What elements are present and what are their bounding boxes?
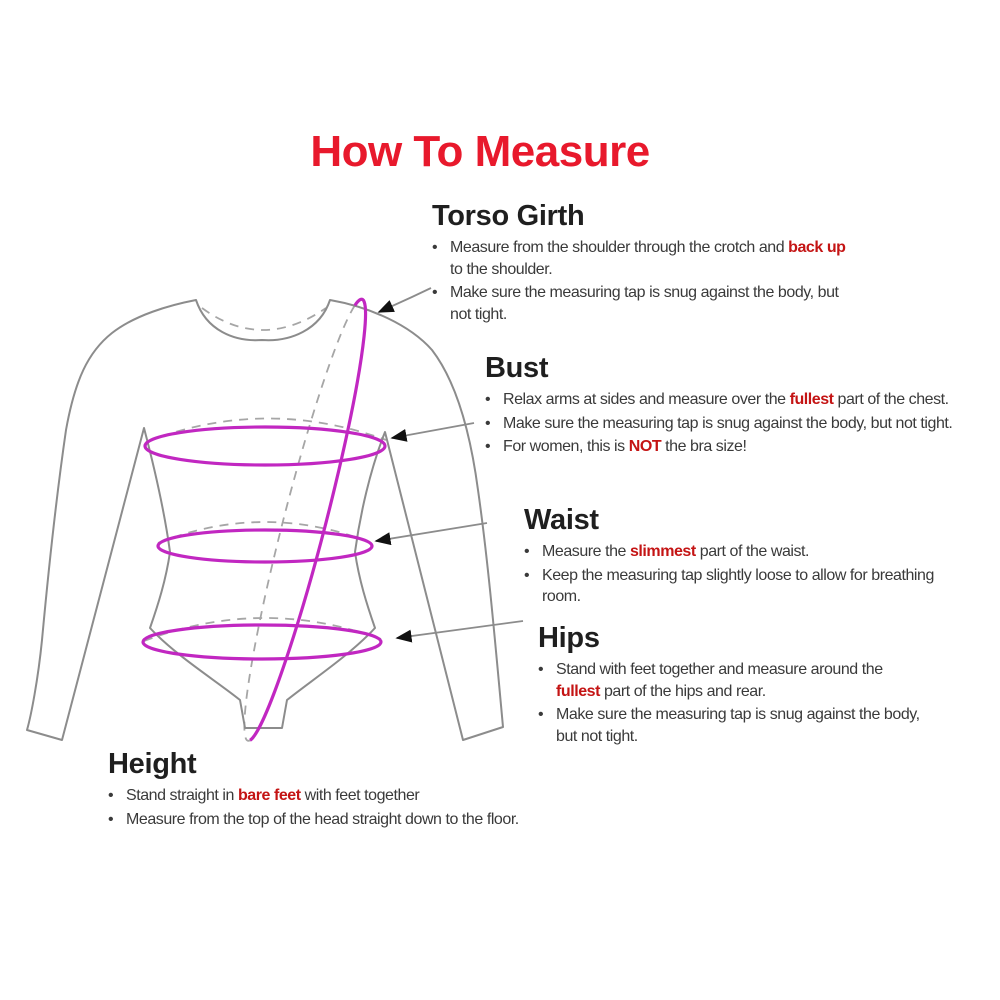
waist-back-dashed [158,522,372,543]
bullet-list [485,389,997,458]
bullet-item [538,704,928,747]
section-hips [538,622,928,749]
bullet-dot: • [538,661,544,678]
bullet-dot: • [432,239,438,256]
bullet-item [524,541,944,563]
hips-ellipse [143,625,381,659]
bullet-dot: • [485,438,491,455]
bullet-dot: • [485,414,491,432]
waist-ellipse [158,530,372,562]
bullet-item [485,413,997,435]
bullet-item [108,809,688,831]
bullet-text: Stand with feet together and measure around the fullest part of the hips and rear. [556,661,883,700]
torso-girth-loop [250,299,366,740]
bullet-list [538,659,928,747]
bullet-text: Make sure the measuring tap is snug against the body, but not tight. [450,284,839,323]
bullet-text: Measure from the shoulder through the crotch and back up to the shoulder. [450,239,846,278]
bust-arrow [392,423,474,438]
bullet-list [108,785,688,830]
bullet-text: Measure from the top of the head straight down to the floor. [126,810,519,828]
waist-arrow [376,523,487,541]
bullet-dot: • [485,391,491,408]
bullet-item [432,237,848,280]
bullet-list [432,237,848,325]
section-title: Hips [538,622,600,654]
bullet-item [108,785,688,807]
torso-loop-back-dashed [244,306,354,741]
torso-girth-arrow [379,288,431,312]
section-waist [524,504,944,610]
bullet-item [485,436,997,458]
section-height [108,748,688,832]
bullet-text: Make sure the measuring tap is snug against the body, but not tight. [556,706,920,745]
bullet-dot: • [524,566,530,584]
bullet-text: Measure the slimmest part of the waist. [542,543,810,560]
section-torso-girth [432,200,848,327]
bullet-dot: • [108,787,114,804]
collar-seam-dashed [202,308,326,330]
bullet-item [538,659,928,702]
bullet-item [432,282,848,325]
section-title: Torso Girth [432,200,585,232]
bullet-text: Keep the measuring tap slightly loose to allow for breathing room. [542,566,934,605]
bullet-text: Relax arms at sides and measure over the fullest part of the chest. [503,391,949,408]
bullet-dot: • [432,284,438,301]
bullet-list [524,541,944,608]
section-title: Height [108,748,197,780]
bullet-dot: • [538,706,544,723]
section-title: Bust [485,352,549,384]
bullet-text: Make sure the measuring tap is snug against the body, but not tight. [503,414,953,432]
bust-ellipse [145,427,385,465]
section-title: Waist [524,504,599,536]
page-title: How To Measure [310,127,650,177]
bullet-text: Stand straight in bare feet with feet together [126,787,420,804]
hips-arrow [397,621,523,638]
bullet-item [524,565,944,608]
bullet-dot: • [524,543,530,560]
bullet-text: For women, this is NOT the bra size! [503,438,747,455]
section-bust [485,352,997,460]
leotard-outline [27,300,503,740]
bullet-dot: • [108,810,114,828]
bullet-item [485,389,997,411]
